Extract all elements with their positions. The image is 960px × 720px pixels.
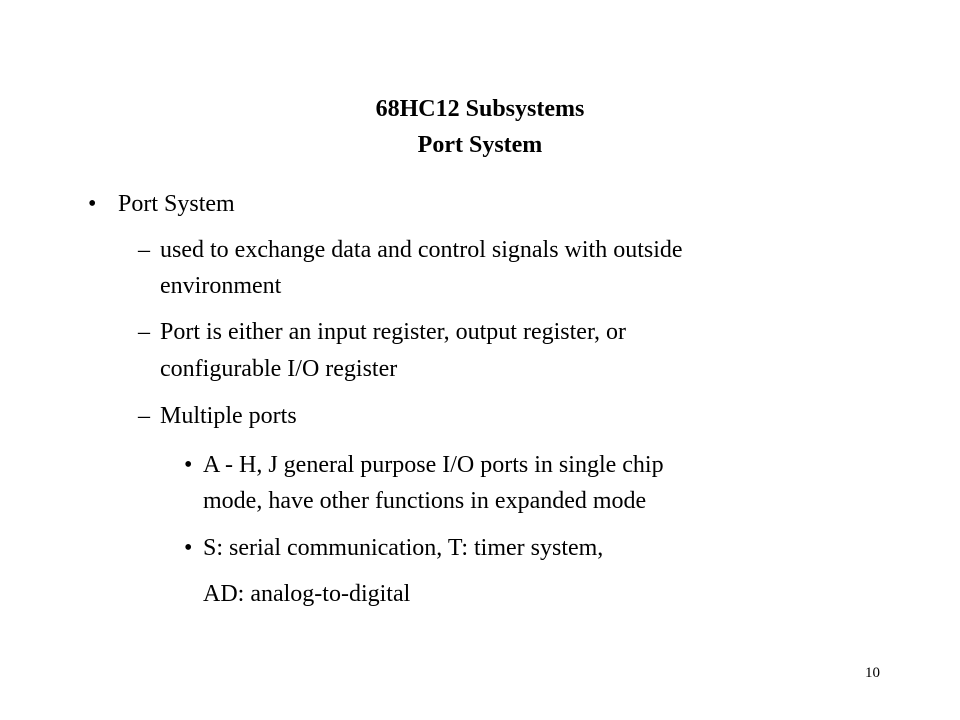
- dash-marker: –: [138, 237, 150, 263]
- slide-title-line-2: Port System: [417, 132, 543, 158]
- sub-sub-bullet-ports-a-h-line-1: A - H, J general purpose I/O ports in single chip: [203, 452, 664, 478]
- sub-bullet-exchange-line-2: environment: [160, 273, 282, 299]
- sub-bullet-multiple-ports: Multiple ports: [160, 403, 297, 429]
- sub-sub-bullet-serial-timer: S: serial communication, T: timer system,: [203, 535, 604, 561]
- bullet-marker: •: [184, 535, 193, 561]
- bullet-marker: •: [184, 452, 193, 478]
- sub-sub-bullet-analog-digital: AD: analog-to-digital: [203, 581, 411, 607]
- slide-title-line-1: 68HC12 Subsystems: [375, 96, 585, 122]
- dash-marker: –: [138, 319, 150, 345]
- bullet-port-system: Port System: [118, 191, 235, 217]
- dash-marker: –: [138, 403, 150, 429]
- sub-sub-bullet-ports-a-h-line-2: mode, have other functions in expanded mode: [203, 488, 647, 514]
- sub-bullet-exchange-line-1: used to exchange data and control signals with outside: [160, 237, 683, 263]
- sub-bullet-port-register-line-2: configurable I/O register: [160, 356, 398, 382]
- sub-bullet-port-register-line-1: Port is either an input register, output register, or: [160, 319, 626, 345]
- page-number: 10: [865, 665, 880, 681]
- bullet-marker: •: [88, 191, 97, 217]
